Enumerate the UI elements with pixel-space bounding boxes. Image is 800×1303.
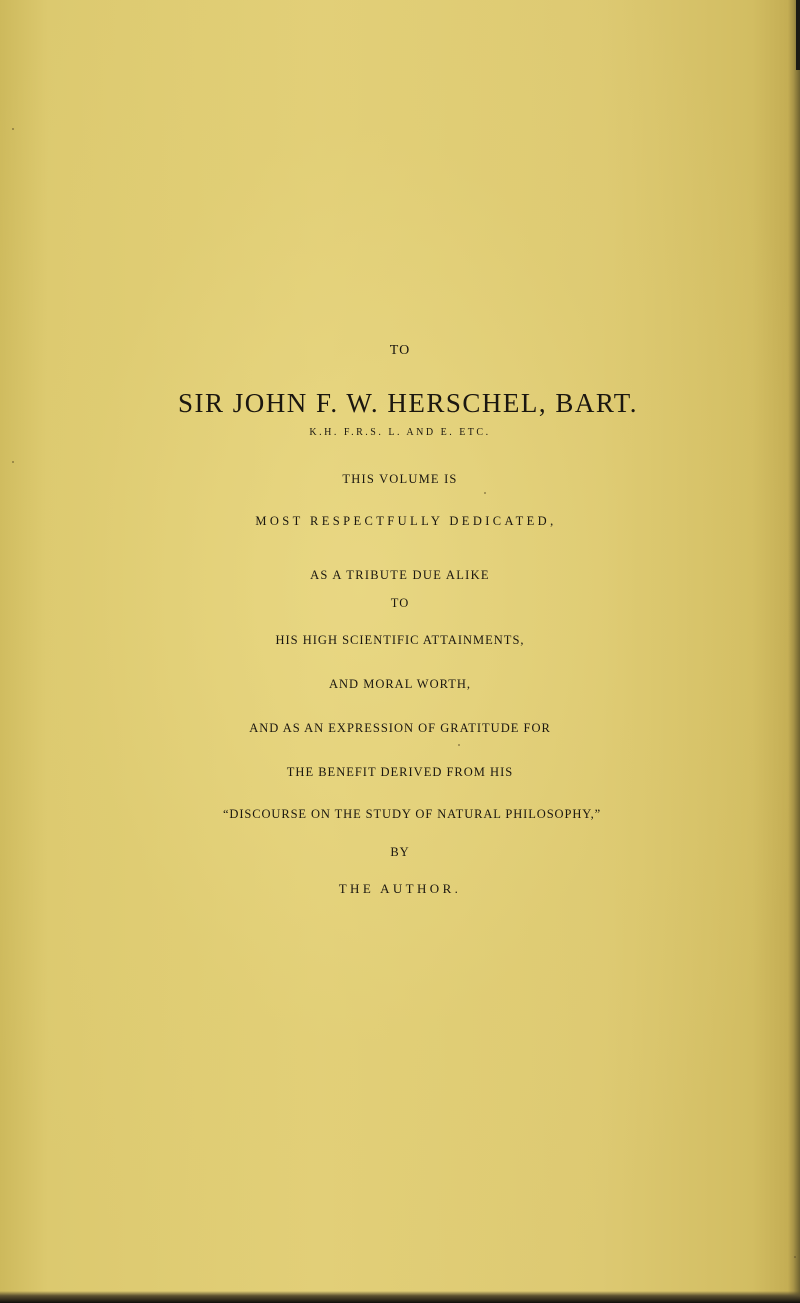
dedicatee-name: SIR JOHN F. W. HERSCHEL, BART.: [177, 388, 639, 418]
dedication-line-by: BY: [390, 845, 410, 859]
dedication-line-dedicated: MOST RESPECTFULLY DEDICATED,: [255, 514, 557, 528]
dedication-to: TO: [389, 343, 411, 358]
dedication-line-to: TO: [390, 596, 410, 610]
dedication-line-volume: THIS VOLUME IS: [342, 472, 458, 486]
paper-speck: [458, 744, 460, 746]
dedication-line-expression: AND AS AN EXPRESSION OF GRATITUDE FOR: [249, 721, 551, 735]
paper-speck: [12, 128, 14, 130]
dedication-line-tribute: AS A TRIBUTE DUE ALIKE: [310, 568, 490, 582]
dedication-line-attainments: HIS HIGH SCIENTIFIC ATTAINMENTS,: [275, 633, 525, 647]
dedication-line-moral: AND MORAL WORTH,: [329, 677, 471, 691]
page-right-edge-shadow: [796, 0, 800, 70]
dedication-line-discourse: “DISCOURSE ON THE STUDY OF NATURAL PHILOSOPHY,”: [222, 807, 602, 821]
dedicatee-honours: K.H. F.R.S. L. AND E. ETC.: [309, 427, 491, 438]
paper-speck: [12, 461, 14, 463]
paper-speck: [794, 1256, 796, 1258]
paper-speck: [484, 492, 486, 494]
page-right-edge: [788, 0, 800, 1303]
page-bottom-edge: [0, 1291, 800, 1303]
dedication-line-benefit: THE BENEFIT DERIVED FROM HIS: [286, 765, 514, 779]
dedication-author: THE AUTHOR.: [338, 881, 462, 896]
